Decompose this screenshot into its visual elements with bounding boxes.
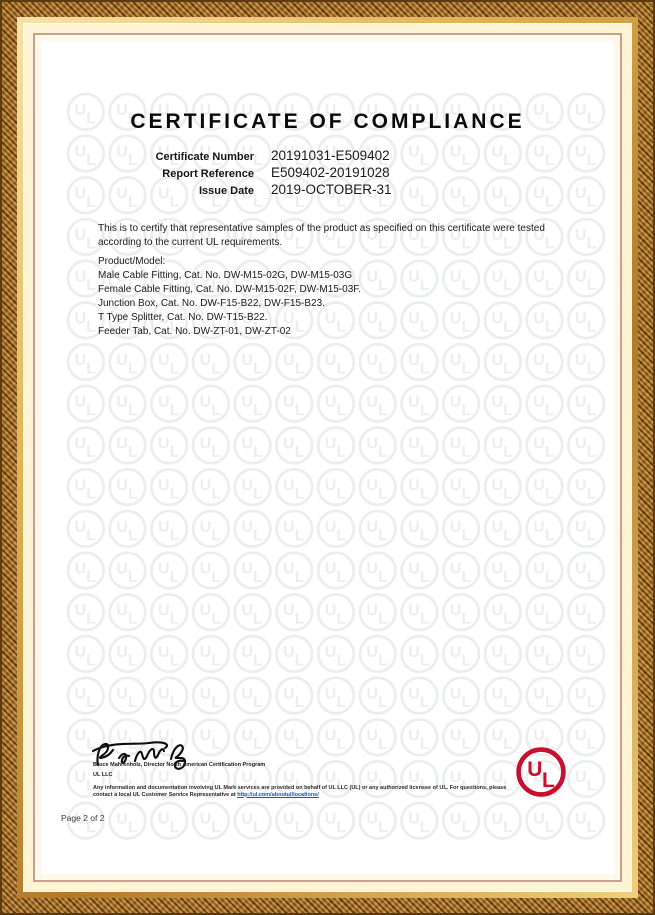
product-item: Female Cable Fitting, Cat. No. DW-M15-02F, DW-M15-03F. xyxy=(98,283,362,295)
meta-row-report-reference xyxy=(41,165,392,182)
frame-cream-band xyxy=(23,23,632,892)
frame-inner-mat xyxy=(35,35,620,880)
product-model-section xyxy=(98,255,361,338)
disclaimer-text xyxy=(93,785,517,798)
report-reference-label: Report Reference xyxy=(162,168,254,181)
product-item: Male Cable Fitting, Cat. No. DW-M15-02G, DW-M15-03G xyxy=(98,269,353,281)
product-model-heading: Product/Model: xyxy=(98,256,166,267)
meta-row-certificate-number xyxy=(41,148,392,165)
certificate-number-label: Certificate Number xyxy=(155,151,254,163)
ul-logo xyxy=(515,746,567,798)
certificate-page xyxy=(41,41,614,874)
report-reference-value: E509402-20191028 xyxy=(271,165,390,181)
product-item: T Type Splitter, Cat. No. DW-T15-B22. xyxy=(98,311,268,323)
certification-statement: This is to certify that representative samples of the product as specified on this certificate were tested according to the current UL requirements. xyxy=(98,223,545,248)
certificate-number-value: 20191031-E509402 xyxy=(271,148,390,163)
issue-date-label: Issue Date xyxy=(198,185,254,198)
ul-logo-letter-u: U xyxy=(527,758,543,781)
frame-accent-line xyxy=(33,33,622,882)
ul-logo-letter-l: L xyxy=(542,769,555,793)
frame-gold-ridge xyxy=(17,17,638,898)
issue-date-value: 2019-OCTOBER-31 xyxy=(271,182,392,198)
signer-name-title: Bruce Mahrenholz, Director North American Certification Program xyxy=(93,762,266,768)
ul-locations-link[interactable]: http://ul.com/aboutul/locations/ xyxy=(237,791,319,798)
product-item: Junction Box, Cat. No. DW-F15-B22, DW-F15-B23. xyxy=(98,297,325,309)
product-item: Feeder Tab, Cat. No. DW-ZT-01, DW-ZT-02 xyxy=(98,325,291,337)
page-number: Page 2 of 2 xyxy=(61,813,105,823)
disclaimer-body: Any information and documentation involving UL Mark services are provided on behalf of UL LLC (UL) or any authorized licensee of UL. For questions, please contact a local UL Customer Service Representative at xyxy=(93,785,507,798)
certificate-title: CERTIFICATE OF COMPLIANCE xyxy=(130,110,525,133)
signer-company: UL LLC xyxy=(93,772,113,778)
certificate-content xyxy=(41,41,614,874)
meta-row-issue-date xyxy=(41,182,392,199)
certificate-meta xyxy=(41,148,392,200)
